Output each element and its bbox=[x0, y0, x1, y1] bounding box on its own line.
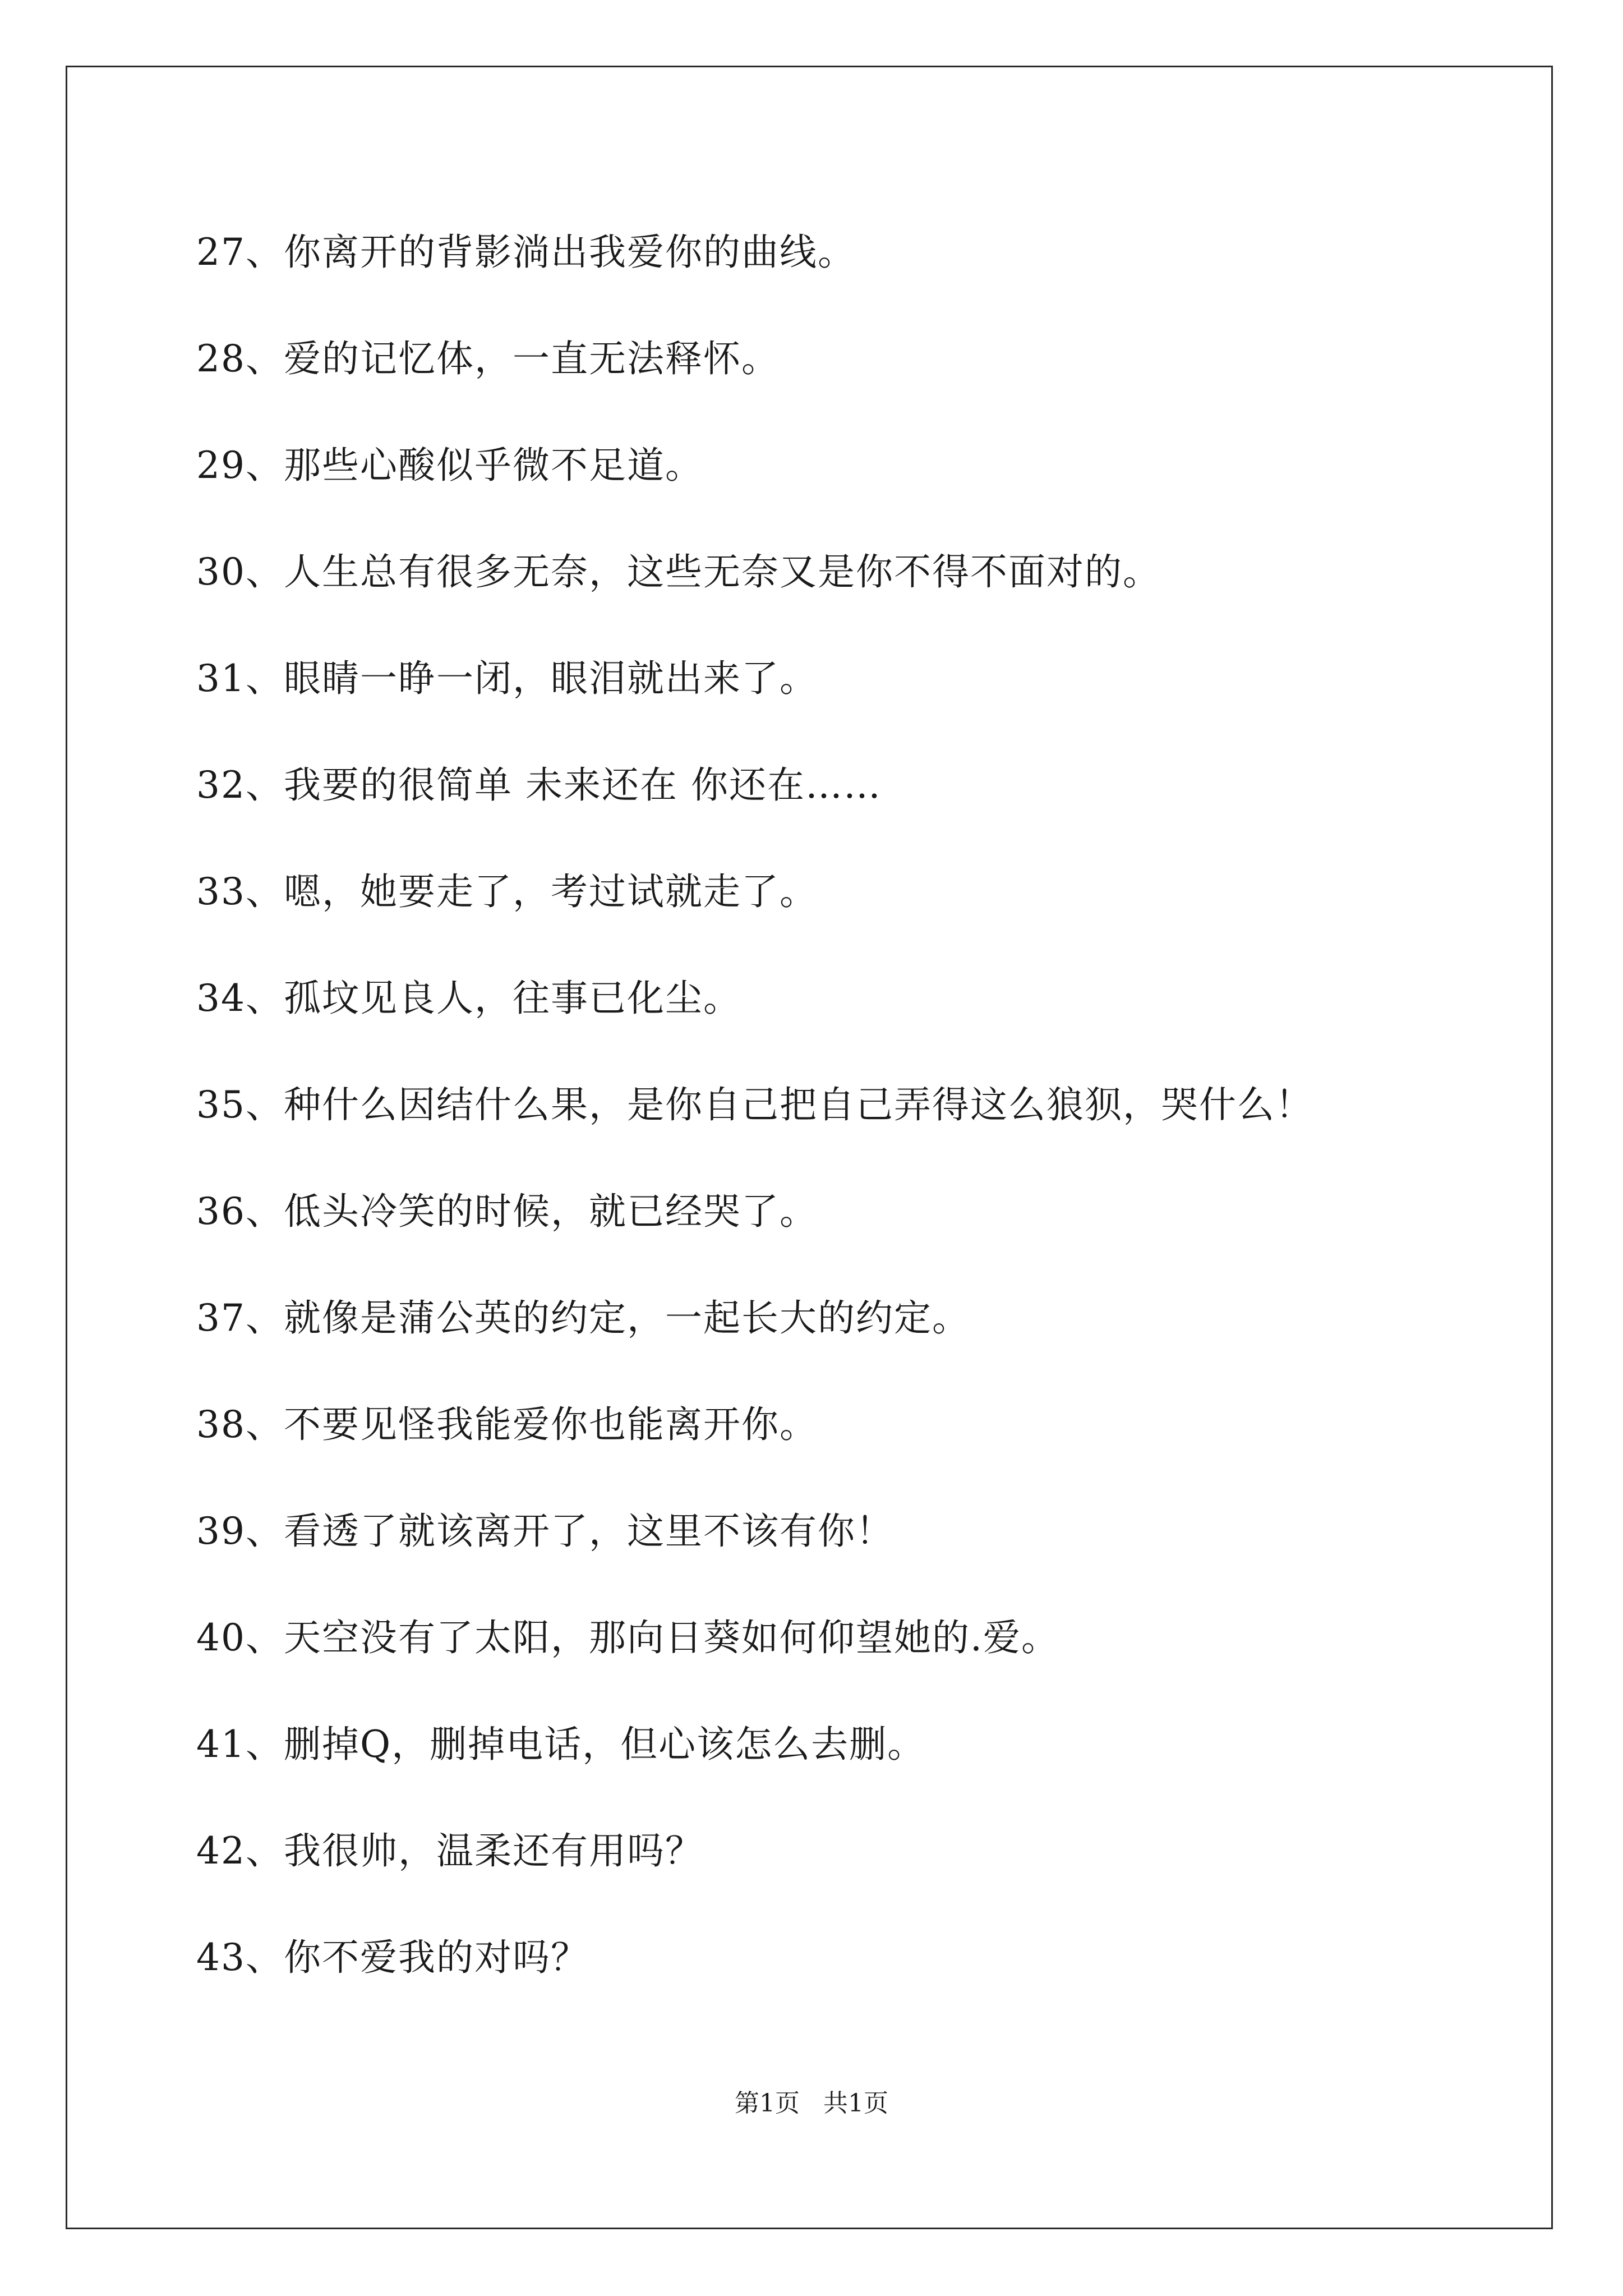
list-item: 36、低头冷笑的时候，就已经哭了。 bbox=[196, 1190, 818, 1233]
list-item: 27、你离开的背影淌出我爱你的曲线。 bbox=[196, 231, 856, 274]
list-item: 42、我很帅，温柔还有用吗？ bbox=[196, 1829, 703, 1872]
list-item: 29、那些心酸似乎微不足道。 bbox=[196, 444, 703, 487]
quote-list bbox=[196, 222, 1313, 2033]
list-item: 39、看透了就该离开了，这里不该有你！ bbox=[196, 1510, 894, 1553]
list-item: 41、删掉Q，删掉电话，但心该怎么去删。 bbox=[196, 1723, 926, 1766]
list-item: 28、爱的记忆体，一直无法释怀。 bbox=[196, 337, 780, 380]
list-item: 38、不要见怪我能爱你也能离开你。 bbox=[196, 1403, 818, 1446]
list-item: 34、孤坟见良人，往事已化尘。 bbox=[196, 977, 741, 1020]
page-number-footer: 第1页 共1页 bbox=[735, 2089, 888, 2118]
list-item: 35、种什么因结什么果，是你自己把自己弄得这么狼狈，哭什么！ bbox=[196, 1083, 1313, 1126]
list-item: 32、我要的很简单 未来还在 你还在…… bbox=[196, 763, 882, 807]
list-item: 31、眼睛一睁一闭，眼泪就出来了。 bbox=[196, 657, 818, 700]
list-item: 43、你不爱我的对吗？ bbox=[196, 1936, 589, 1979]
list-item: 33、嗯，她要走了，考过试就走了。 bbox=[196, 870, 818, 913]
list-item: 30、人生总有很多无奈，这些无奈又是你不得不面对的。 bbox=[196, 550, 1161, 593]
list-item: 37、就像是蒲公英的约定，一起长大的约定。 bbox=[196, 1296, 970, 1340]
list-item: 40、天空没有了太阳，那向日葵如何仰望她的.爱。 bbox=[196, 1616, 1059, 1659]
